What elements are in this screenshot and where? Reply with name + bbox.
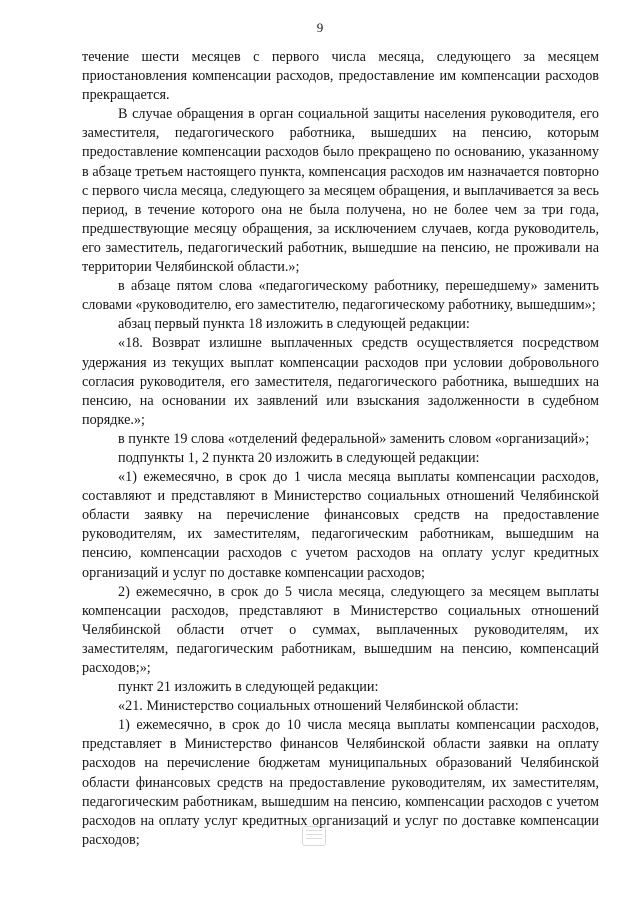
paragraph: абзац первый пункта 18 изложить в следующей редакции:	[118, 316, 470, 333]
document-body	[82, 48, 599, 850]
paragraph: подпункты 1, 2 пункта 20 изложить в следующей редакции:	[118, 449, 480, 466]
faint-stamp-mark	[302, 826, 326, 846]
paragraph: пункт 21 изложить в следующей редакции:	[118, 679, 379, 696]
paragraph: 2) ежемесячно, в срок до 5 числа месяца, следующего за месяцем выплаты компенсации расходов, представляют в Министерство социальных отношений Челябинской области отчет о суммах, выплаченных руководителям, их заместителям, педагогическим работникам, вышедшим на пенсию, компенсаций расходов;»;	[82, 583, 599, 676]
page-number: 9	[316, 20, 324, 35]
paragraph: «21. Министерство социальных отношений Челябинской области:	[118, 698, 519, 715]
paragraph-continuation: течение шести месяцев с первого числа месяца, следующего за месяцем приостановления компенсации расходов, предоставление им компенсации расходов прекращается.	[82, 49, 599, 104]
paragraph: В случае обращения в орган социальной защиты населения руководителя, его заместителя, педагогического работника, вышедших на пенсию, которым предоставление компенсации расходов было прекращено по основанию, указанному в абзаце третьем настоящего пункта, компенсация расходов им назначается повторно с первого числа месяца, следующего за месяцем обращения, и выплачивается за весь период, в течение которого она не была получена, но не более чем за три года, предшествующие месяцу обращения, за исключением случаев, когда руководитель, его заместитель, педагогический работник, вышедшие на пенсию, не проживали на территории Челябинской области.»;	[82, 106, 599, 276]
paragraph: «18. Возврат излишне выплаченных средств осуществляется посредством удержания из текущих выплат компенсации расходов при условии добровольного согласия руководителя, его заместителя, педагогического работника, вышедших на пенсию, на основании их заявлений или взыскания задолженности в судебном порядке.»;	[82, 335, 599, 428]
paragraph: «1) ежемесячно, в срок до 1 числа месяца выплаты компенсации расходов, составляют и представляют в Министерство социальных отношений Челябинской области заявку на перечисление финансовых средств на предоставление руководителям, их заместителям, педагогическим работникам, вышедшим на пенсию, компенсации расходов с учетом расходов на оплату услуг кредитных организаций и услуг по доставке компенсации расходов;	[82, 469, 599, 581]
paragraph: 1) ежемесячно, в срок до 10 числа месяца выплаты компенсации расходов, представляет в Министерство финансов Челябинской области заявки на оплату расходов на перечисление бюджетам муниципальных образований Челябинской области финансовых средств на предоставление руководителям, их заместителям, педагогическим работникам, вышедшим на пенсию, компенсации расходов с учетом расходов на оплату услуг кредитных организаций и услуг по доставке компенсации расходов;	[82, 717, 599, 848]
paragraph: в пункте 19 слова «отделений федеральной» заменить словом «организаций»;	[118, 430, 590, 447]
paragraph: в абзаце пятом слова «педагогическому работнику, перешедшему» заменить словами «руководителю, его заместителю, педагогическому работнику, вышедшим»;	[82, 278, 599, 314]
